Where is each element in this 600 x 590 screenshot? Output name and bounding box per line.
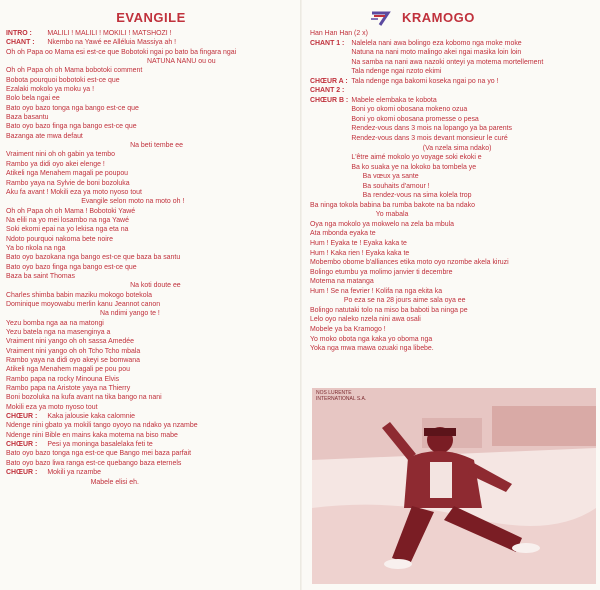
lyric-line — [310, 248, 579, 258]
lyric-text: Ya bo nkola na nga — [6, 242, 66, 252]
lyric-line — [6, 149, 279, 158]
lyric-text: Bobota pourquoi bobotoki est-ce que — [6, 74, 120, 84]
lyric-text: Boni yo okomi obosana mokeno ozua — [351, 104, 468, 114]
lyric-line — [6, 93, 279, 102]
lyric-line — [6, 355, 279, 364]
lyric-text: Bato oyo bazo finga nga bango est-ce que — [6, 121, 137, 131]
lyric-text: Rambo papa na rocky Minouna Elvis — [6, 373, 120, 383]
section-label: CHŒUR A : — [310, 75, 348, 85]
lyric-line — [6, 224, 279, 233]
lyric-line — [6, 187, 279, 196]
lyric-line — [6, 140, 279, 149]
lyric-text: Rambo yaya na didi oyo akeyi se bomwana — [6, 355, 141, 365]
section-label: CHANT 1 : — [310, 37, 345, 47]
lyric-line — [6, 336, 279, 345]
lyric-text: Vraiment nini yango oh oh Tcho Tcho mbala — [6, 345, 141, 355]
lyric-text: Na koti doute ee — [130, 280, 181, 290]
lyric-text: Ndenge nini Bible en mains kaka motema na biso mabe — [6, 429, 178, 439]
lyric-text: Oh oh Papa oo Mama esi est-ce que Bobotoki ngai po bato ba fingara ngai — [6, 46, 237, 56]
evangile-title: EVANGILE — [116, 10, 186, 25]
lyric-line — [6, 346, 279, 355]
stylized-7-logo-icon — [370, 10, 392, 26]
kramogo-lyrics — [310, 28, 596, 353]
lyric-text: Mokili eza ya moto nyoso tout — [6, 401, 98, 411]
lyric-line — [310, 219, 579, 229]
lyric-line — [310, 286, 579, 296]
lyric-line — [6, 374, 279, 383]
lyric-text: Atikeli nga Menahem magali pe poupou — [6, 168, 129, 178]
lyric-line — [310, 305, 579, 315]
lyric-text: Po eza se na 28 jours aime sala oya ee — [343, 295, 466, 305]
kramogo-title: KRAMOGO — [402, 10, 475, 25]
lyric-text: Yezu batela nga na masenginya a — [6, 327, 111, 336]
lyric-line — [310, 76, 579, 86]
section-label: CHŒUR : — [6, 411, 38, 421]
lyric-text: Hum ! Eyaka te ! Eyaka kaka te — [310, 238, 407, 248]
lyric-text: Mobele ya ba Kramogo ! — [310, 323, 386, 333]
lyric-line — [310, 47, 579, 57]
lyric-text: Natuna na nani moto malingo akei ngai masika loin loin — [351, 47, 522, 57]
lyric-text: Bolingo etumbu ya molimo janvier ti decembre — [310, 266, 453, 276]
lyric-text: Ba vœux ya sante — [362, 171, 419, 181]
lyric-line — [310, 123, 579, 133]
lyric-line — [310, 181, 579, 191]
lyric-line — [310, 28, 579, 38]
section-label: CHANT : — [6, 37, 35, 47]
lyric-line — [310, 276, 579, 286]
lyric-line — [6, 252, 279, 261]
lyric-text: Bato oyo bazo tonga nga est-ce que Bango mei baza parfait — [6, 448, 192, 458]
lyric-text: Han Han Han (2 x) — [310, 28, 368, 37]
lyric-line — [310, 200, 579, 210]
lyric-text: Bolingo natutaki tolo na miso ba baboti ba ninga pe — [310, 304, 468, 314]
lyric-line — [6, 467, 279, 476]
lyric-text: Ba ko suaka ye na lokoko ba tombela ye — [351, 161, 477, 171]
lyric-text: Hum ! Kaka rien ! Eyaka kaka te — [310, 247, 410, 257]
section-label: CHŒUR : — [6, 467, 38, 477]
lyric-line — [6, 103, 279, 112]
lyric-text: Ndoto pourquoi nakoma bete noire — [6, 233, 113, 243]
lyric-line — [310, 190, 579, 200]
lyric-text: Yo moko obota nga kaka yo oboma nga — [310, 333, 433, 343]
lyric-line — [6, 159, 279, 168]
lyric-line — [310, 314, 579, 324]
lyric-text: Mabele elembaka te kobota — [351, 94, 437, 104]
lyric-line — [6, 327, 279, 336]
lyric-line — [310, 57, 579, 67]
lyric-text: Charles shimba babin maziku mokogo botekola — [6, 289, 152, 299]
lyric-line — [6, 420, 279, 429]
lyric-text: Vraiment nini yango oh oh sassa Amedée — [6, 336, 134, 346]
lyric-text: Nkembo na Yawé ee Alléluia Massiya ah ! — [47, 37, 177, 47]
lyric-line — [310, 267, 579, 277]
lyric-text: Nalelela nani awa bolingo eza kobomo nga moke moke — [351, 37, 522, 47]
lyric-line — [6, 364, 279, 373]
lyric-text: Ba ninga tokola babina ba rumba bakote na ba ndako — [310, 199, 475, 209]
lyric-line — [6, 262, 279, 271]
lyric-text: Pesi ya moninga basalelaka feti te — [47, 439, 153, 449]
lyric-line — [6, 28, 279, 37]
lyric-line — [6, 290, 279, 299]
lyric-line — [6, 56, 279, 65]
lyric-line — [310, 104, 579, 114]
lyric-line — [310, 257, 579, 267]
lyric-line — [6, 477, 279, 486]
lyric-line — [6, 196, 279, 205]
lyric-line — [310, 324, 579, 334]
lyric-line — [6, 458, 279, 467]
lyric-text: Bato oyo bazo liwa ranga est-ce quebango baza eternels — [6, 457, 182, 467]
lyric-text: Kaka jalousie kaka calomnie — [47, 411, 136, 421]
lyric-line — [310, 228, 579, 238]
lyric-line — [6, 206, 279, 215]
lyric-text: Boni yo okomi obosana promesse o pesa — [351, 113, 479, 123]
lyric-text: Bolo bela ngai ee — [6, 93, 60, 103]
lyric-line — [310, 66, 579, 76]
lyric-text: MALILI ! MALILI ! MOKILI ! MATSHOZI ! — [47, 28, 172, 37]
lyric-line — [6, 234, 279, 243]
photo-stamp — [316, 390, 366, 402]
lyric-text: Rambo papa na Aristote yaya na Thierry — [6, 383, 131, 393]
lyric-text: Bato oyo bazo tonga nga bango est-ce que — [6, 102, 139, 112]
lyric-text: Ndenge nini gbato ya mokili tango oyoyo na ndako ya nzambe — [6, 420, 198, 430]
lyric-line — [310, 143, 579, 153]
section-label: INTRO : — [6, 28, 32, 37]
kramogo-column — [310, 10, 596, 353]
artist-photo-illustration — [312, 388, 596, 584]
lyric-line — [6, 178, 279, 187]
lyric-text: Oh oh Papa oh oh Mama ! Bobotoki Yawé — [6, 205, 136, 215]
lyric-text: Aku fa avant ! Mokili eza ya moto nyoso tout — [6, 186, 142, 196]
lyric-text: Lelo oyo naleko nzela nini awa osali — [310, 314, 421, 324]
lyric-line — [6, 84, 279, 93]
kramogo-header — [370, 10, 596, 26]
lyric-text: Evangile selon moto na moto oh ! — [81, 196, 185, 206]
lyric-text: Bazanga ate mwa defaut — [6, 130, 83, 140]
lyric-line — [6, 448, 279, 457]
lyric-line — [310, 38, 579, 48]
lyric-text: Baza ba saint Thomas — [6, 270, 76, 280]
lyric-line — [6, 47, 279, 56]
lyric-text: Tala ndenge nga bakomi koseka ngai po na yo ! — [351, 75, 499, 85]
section-label: CHŒUR B : — [310, 94, 349, 104]
lyric-text: Dominique moyowabu merlin kanu Jeannot canon — [6, 298, 161, 308]
lyric-line — [6, 168, 279, 177]
lyric-text: Motema na matanga — [310, 276, 374, 286]
lyric-text: Na samba na nani awa nazoki onteyi ya motema mortellement — [351, 56, 544, 66]
lyric-line — [310, 152, 579, 162]
lyric-text: Tala ndenge ngai nzoto ekimi — [351, 66, 442, 76]
lyric-text: Oh oh Papa oh oh Mama bobotoki comment — [6, 65, 143, 75]
lyric-line — [310, 171, 579, 181]
lyric-line — [6, 121, 279, 130]
lyric-line — [6, 318, 279, 327]
lyric-line — [6, 299, 279, 308]
lyric-line — [6, 243, 279, 252]
lyric-line — [6, 112, 279, 121]
photo-stamp-line1: NOS LURENTE — [316, 390, 352, 396]
lyric-line — [310, 162, 579, 172]
lyric-line — [310, 238, 579, 248]
lyric-line — [6, 280, 279, 289]
lyric-text: Boni bozoluka na kufa avant na tika bango na nani — [6, 392, 162, 402]
lyric-line — [6, 75, 279, 84]
lyric-text: NATUNA NANU ou ou — [147, 56, 216, 66]
lyric-line — [310, 114, 579, 124]
lyric-text: Yezu bomba nga aa na matongi — [6, 317, 104, 327]
lyric-text: L'être aimé mokolo yo voyage soki ekoki e — [351, 152, 482, 162]
lyric-text: Soki ekomi epai na yo lekisa nga eta na — [6, 224, 129, 234]
lyric-line: CHANT 2 : — [310, 85, 345, 95]
lyric-text: (Va nzela sima ndako) — [422, 142, 492, 152]
lyric-text: Bato oyo bazokana nga bango est-ce que baza ba santu — [6, 252, 181, 262]
lyric-text: Oya nga mokolo ya mokwelo na zela ba mbula — [310, 218, 455, 228]
lyric-text: Mokili ya nzambe — [47, 467, 102, 477]
evangile-column — [6, 10, 296, 486]
lyric-text: Mabele elisi eh. — [90, 476, 139, 486]
lyric-text: Rendez-vous dans 3 mois devant monsieur le curé — [351, 133, 508, 143]
lyric-text: Ezalaki mokolo ya moku ya ! — [6, 84, 95, 94]
lyric-line — [6, 65, 279, 74]
lyric-text: Na elili na yo mei losambo na nga Yawé — [6, 214, 129, 224]
lyric-text: Na beti tembe ee — [130, 140, 183, 150]
lyric-text: Atikeli nga Menahem magali pe pou pou — [6, 364, 130, 374]
lyric-text: Mobembo obome b'alliances etika moto oyo nzombe akela kiruzi — [310, 257, 509, 267]
lyric-line — [6, 439, 279, 448]
lyric-text: Yoka nga mwa mawa ozuaki nga libebe. — [310, 343, 434, 353]
lyric-text: Yo mabala — [375, 209, 409, 219]
lyric-text: Rendez-vous dans 3 mois na lopango ya ba parents — [351, 123, 513, 133]
photo-stamp-line2: INTERNATIONAL S.A. — [316, 396, 367, 402]
lyric-line — [6, 402, 279, 411]
lyric-line — [6, 411, 279, 420]
lyric-line — [6, 37, 279, 46]
artist-photo — [312, 388, 596, 584]
lyric-line — [6, 383, 279, 392]
lyric-line — [6, 271, 279, 280]
lyric-line — [310, 334, 579, 344]
lyric-text: Ba souhaits d'amour ! — [362, 180, 430, 190]
lyric-text: Rambo ya didi oyo akei elenge ! — [6, 158, 105, 168]
lyric-line — [6, 131, 279, 140]
lyric-text: Bato oyo bazo finga nga bango est-ce que — [6, 261, 137, 271]
lyric-text: Vraiment nini oh oh gabin ya tembo — [6, 149, 116, 159]
lyric-line — [310, 343, 579, 353]
lyric-text: Na ndimi yango te ! — [100, 308, 160, 318]
lyric-line — [6, 392, 279, 401]
lyric-line — [6, 215, 279, 224]
lyric-line — [310, 133, 579, 143]
lyric-line — [310, 95, 579, 105]
lyric-text: Ba rendez-vous na sima kolela trop — [362, 190, 472, 200]
lyric-line — [310, 295, 579, 305]
lyric-text: Rambo yaya na Sylvie de boni bozoluka — [6, 177, 130, 187]
lyric-line — [6, 308, 279, 317]
evangile-lyrics — [6, 28, 296, 486]
section-label: CHŒUR : — [6, 439, 38, 449]
lyric-text: Baza basantu — [6, 112, 49, 122]
lyric-text: Hum ! Se na fevrier ! Kolifa na nga ekita ka — [310, 285, 443, 295]
page-fold — [300, 0, 302, 590]
lyric-line — [310, 209, 579, 219]
lyric-text: Ata mbonda eyaka te — [310, 228, 376, 238]
lyric-line — [6, 430, 279, 439]
